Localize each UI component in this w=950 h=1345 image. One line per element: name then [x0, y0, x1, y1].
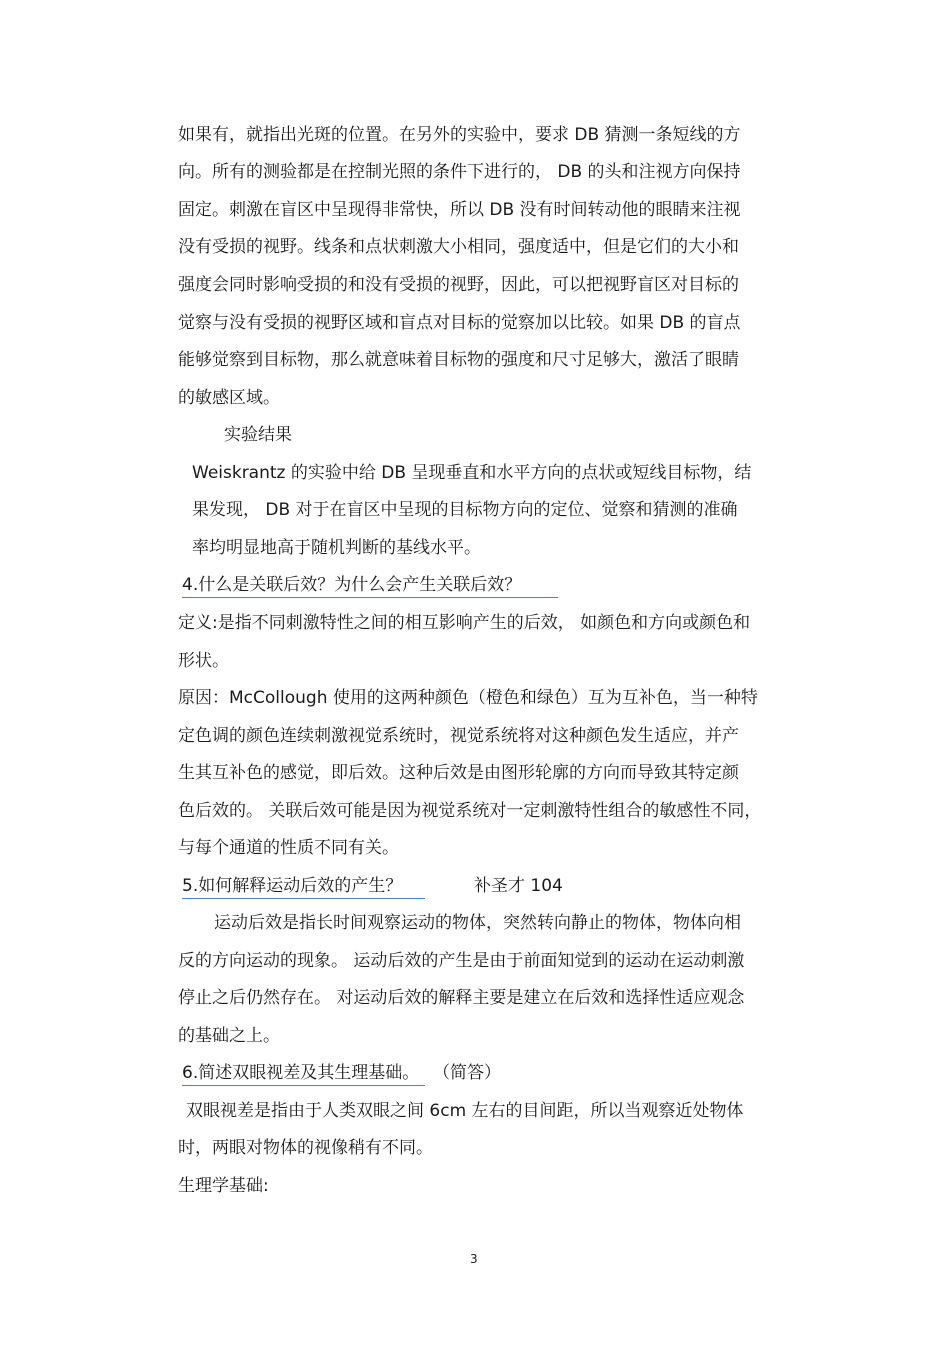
text-line: 固定。刺激在盲区中呈现得非常快，所以 DB 没有时间转动他的眼睛来注视: [178, 200, 741, 220]
text-line: 反的方向运动的现象。 运动后效的产生是由于前面知觉到的运动在运动刺激: [178, 951, 745, 971]
text-line: 定色调的颜色连续刺激视觉系统时，视觉系统将对这种颜色发生适应，并产: [178, 726, 739, 746]
text-line: 能够觉察到目标物，那么就意味着目标物的强度和尺寸足够大，激活了眼睛: [178, 350, 739, 370]
text-line: 没有受损的视野。线条和点状刺激大小相同，强度适中，但是它们的大小和: [178, 237, 739, 257]
question-heading: 6.简述双眼视差及其生理基础。: [182, 1062, 425, 1086]
text-line: 形状。: [178, 651, 229, 671]
text-line: 时，两眼对物体的视像稍有不同。: [178, 1138, 433, 1158]
source-note: 补圣才 104: [474, 876, 563, 896]
text-line: 果发现， DB 对于在盲区中呈现的目标物方向的定位、觉察和猜测的准确: [192, 500, 738, 520]
text-line: 定义:是指不同刺激特性之间的相互影响产生的后效， 如颜色和方向或颜色和: [178, 613, 751, 633]
text-line: Weiskrantz 的实验中给 DB 呈现垂直和水平方向的点状或短线目标物，结: [192, 463, 752, 483]
text-line: 强度会同时影响受损的和没有受损的视野，因此，可以把视野盲区对目标的: [178, 275, 739, 295]
text-line: 生理学基础:: [178, 1176, 269, 1196]
text-line: 色后效的。 关联后效可能是因为视觉系统对一定刺激特性组合的敏感性不同，: [178, 801, 762, 821]
page-number: 3: [470, 1252, 478, 1266]
text-line: 与每个通道的性质不同有关。: [178, 838, 399, 858]
text-line: 如果有，就指出光斑的位置。在另外的实验中，要求 DB 猜测一条短线的方: [178, 125, 741, 145]
text-line: 率均明显地高于随机判断的基线水平。: [192, 538, 481, 558]
question-heading: 4.什么是关联后效？为什么会产生关联后效？: [182, 574, 558, 598]
text-line: 的基础之上。: [178, 1026, 280, 1046]
text-line: 原因：McCollough 使用的这两种颜色（橙色和绿色）互为互补色，当一种特: [178, 688, 758, 708]
text-line: 双眼视差是指由于人类双眼之间 6cm 左右的目间距，所以当观察近处物体: [186, 1101, 744, 1121]
question-heading: 5.如何解释运动后效的产生？: [182, 875, 425, 899]
text-line: 停止之后仍然存在。 对运动后效的解释主要是建立在后效和选择性适应观念: [178, 988, 745, 1008]
text-line: 觉察与没有受损的视野区域和盲点对目标的觉察加以比较。如果 DB 的盲点: [178, 313, 741, 333]
text-line: 向。所有的测验都是在控制光照的条件下进行的， DB 的头和注视方向保持: [178, 162, 741, 182]
text-line: 生其互补色的感觉，即后效。这种后效是由图形轮廓的方向而导致其特定颜: [178, 763, 739, 783]
text-line: 的敏感区域。: [178, 388, 280, 408]
section-heading: 实验结果: [224, 425, 292, 445]
question-note: （简答）: [433, 1063, 501, 1083]
text-line: 运动后效是指长时间观察运动的物体，突然转向静止的物体，物体向相: [214, 913, 741, 933]
